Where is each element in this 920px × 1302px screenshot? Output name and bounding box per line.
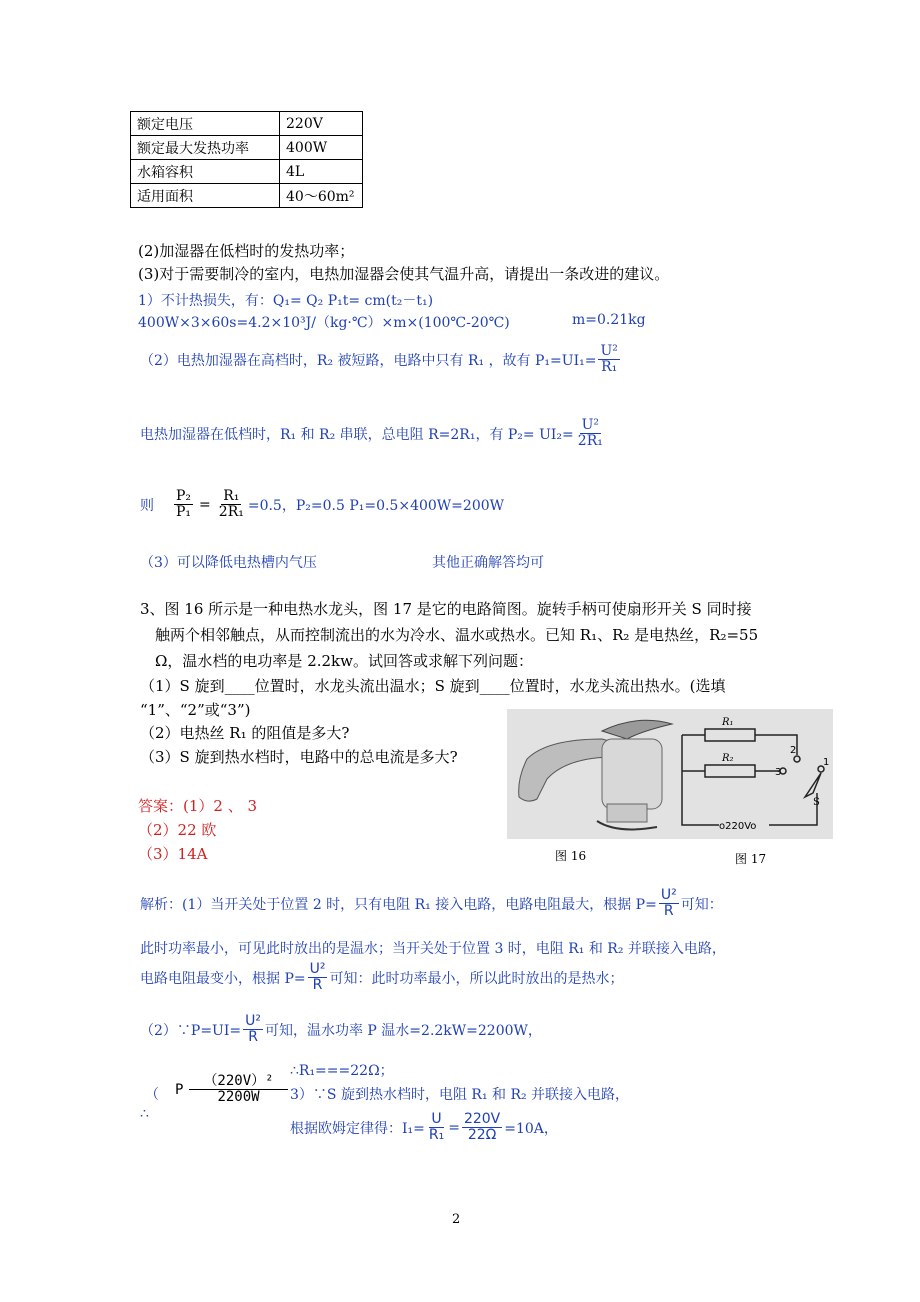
fraction	[659, 888, 679, 920]
table-cell: 适用面积	[131, 184, 280, 208]
answer-2-low	[140, 418, 607, 450]
analysis-3-line-2-b: =10A，	[504, 1120, 558, 1137]
fraction-numerator: （220V）²	[189, 1074, 287, 1090]
analysis-2-b: 可知，温水功率 P 温水=2.2kW=2200W，	[264, 1022, 542, 1039]
fraction-numerator: P₂	[176, 488, 192, 504]
fraction-denominator: R	[663, 903, 674, 920]
faucet-image	[507, 709, 833, 839]
fraction-numerator: 220V	[463, 1111, 501, 1127]
fraction	[308, 962, 328, 994]
answer-line-2: （2）22 欧	[138, 821, 217, 839]
circuit-r1-label: R₁	[722, 717, 734, 728]
fraction-denominator: R₁	[428, 1127, 445, 1144]
analysis-line-2: 此时功率最小，可见此时放出的是温水；当开关处于位置 3 时，电阻 R₁ 和 R₂ 并联接入电路，	[140, 941, 726, 957]
circuit-switch-label: S	[813, 797, 820, 808]
analysis-line-1	[140, 888, 723, 920]
analysis-line-3	[140, 962, 623, 994]
problem-3-q1-line-1: （1）S 旋到____位置时，水龙头流出温水；S 旋到____位置时，水龙头流出热水。(选填	[140, 677, 726, 695]
fraction	[462, 1112, 502, 1144]
fraction-denominator: 2R₁	[577, 433, 603, 450]
analysis-line-1-b: 可知：	[680, 896, 723, 913]
analysis-3-line-2-a: 根据欧姆定律得：I₁=	[290, 1120, 425, 1137]
fraction-numerator: R₁	[223, 488, 240, 504]
answer-1-result: m=0.21kg	[572, 312, 646, 328]
spec-table	[130, 111, 363, 208]
answer-2-low-text: 电热加湿器在低档时，R₁ 和 R₂ 串联，总电阻 R=2R₁，有 P₂= UI₂=	[140, 426, 574, 443]
fraction	[576, 418, 605, 450]
fraction-numerator: U²	[660, 887, 677, 903]
table-row	[131, 136, 363, 160]
analysis-line-1-a: 解析：(1）当开关处于位置 2 时，只有电阻 R₁ 接入电路，电路电阻最大，根据 P=	[140, 896, 657, 913]
answer-2-high-text: （2）电热加湿器在高档时，R₂ 被短路，电路中只有 R₁ ，故有 P₁=UI₁=	[140, 352, 597, 369]
fraction-numerator: U²	[581, 417, 600, 433]
figure-16-caption: 图 16	[555, 849, 587, 863]
table-cell: 40～60m²	[280, 184, 363, 208]
problem-3-line-3: Ω，温水档的电功率是 2.2kw。试回答或求解下列问题：	[155, 652, 533, 670]
table-cell: 额定最大发热功率	[131, 136, 280, 160]
fraction-denominator: R	[248, 1029, 258, 1046]
ratio-prefix: 则	[140, 497, 154, 514]
question-3: (3)对于需要制冷的室内，电热加湿器会使其气温升高，请提出一条改进的建议。	[138, 265, 670, 283]
circuit-voltage-label: o220Vo	[719, 821, 757, 832]
table-cell: 水箱容积	[131, 160, 280, 184]
answer-line-1: 答案：(1）2 、 3	[138, 797, 258, 815]
answer-3: （3）可以降低电热槽内气压	[140, 555, 317, 571]
table-row	[131, 184, 363, 208]
fraction	[598, 344, 619, 376]
fraction-numerator: U²	[600, 343, 618, 359]
answer-2-ratio: 则 $\frac{\text{P₂}}{\text{P₁}}$ = $\frac{\text{R₁}}{\text{2R₁}}$ =0.5，P₂=0.5 P₁=0.5×400W=200W	[140, 488, 505, 521]
faucet-figure	[507, 709, 833, 839]
fraction-denominator: 22Ω	[467, 1127, 497, 1144]
problem-3-line-1: 3、图 16 所示是一种电热水龙头，图 17 是它的电路简图。旋转手柄可使扇形开关 S 同时接	[140, 600, 752, 618]
r1-calculation	[175, 1074, 290, 1106]
fraction-numerator: U²	[245, 1013, 261, 1029]
fraction	[243, 1014, 263, 1046]
left-paren: （	[145, 1087, 159, 1103]
fraction-denominator: 2R₁	[218, 504, 244, 521]
circuit-node-1: 1	[823, 757, 830, 768]
analysis-2-result: ∴R₁===22Ω；	[290, 1063, 394, 1079]
question-2: (2)加湿器在低档时的发热功率；	[138, 242, 355, 260]
fraction-denominator: R₁	[601, 359, 618, 376]
calc-prefix: P	[175, 1081, 184, 1098]
answer-1-line-2: 400W×3×60s=4.2×10³J/（kg·℃）×m×(100℃-20℃)	[138, 315, 510, 331]
fraction-denominator: 2200W	[217, 1089, 260, 1106]
circuit-node-3: 3	[775, 767, 782, 778]
analysis-2-a: （2）∵P=UI=	[140, 1022, 242, 1039]
analysis-3-line-1: 3）∵S 旋到热水档时，电阻 R₁ 和 R₂ 并联接入电路，	[290, 1087, 630, 1103]
therefore-symbol: ∴	[140, 1106, 149, 1122]
answer-line-3: （3）14A	[138, 845, 208, 863]
problem-3-q3: （3）S 旋到热水档时，电路中的总电流是多大?	[140, 748, 458, 766]
answer-1-line-1: 1）不计热损失，有：Q₁= Q₂ P₁t= cm(t₂－t₁)	[138, 293, 434, 309]
analysis-2	[140, 1014, 542, 1046]
problem-3-q2: （2）电热丝 R₁ 的阻值是多大?	[140, 724, 350, 742]
answer-2-high	[140, 344, 622, 376]
page-number: 2	[452, 1212, 461, 1227]
answer-3-other: 其他正确解答均可	[432, 555, 544, 571]
analysis-line-3-b: 可知：此时功率最小，所以此时放出的是热水；	[329, 970, 624, 987]
table-cell: 额定电压	[131, 112, 280, 136]
fraction	[217, 489, 246, 521]
fraction-denominator: P₁	[176, 504, 192, 521]
fraction-numerator: U²	[309, 961, 326, 977]
fraction	[427, 1112, 446, 1144]
circuit-r2-label: R₂	[722, 753, 734, 764]
circuit-node-2: 2	[790, 745, 797, 756]
fraction-denominator: R	[312, 977, 323, 994]
fraction	[174, 489, 193, 521]
ratio-result: =0.5，P₂=0.5 P₁=0.5×400W=200W	[247, 497, 505, 514]
table-row	[131, 160, 363, 184]
analysis-line-3-a: 电路电阻最变小，根据 P=	[140, 970, 306, 987]
table-cell: 220V	[280, 112, 363, 136]
problem-3-line-2: 触两个相邻触点，从而控制流出的水为冷水、温水或热水。已知 R₁、R₂ 是电热丝，R₂=55	[155, 626, 759, 644]
table-cell: 4L	[280, 160, 363, 184]
problem-3-q1-line-2: “1”、“2”或“3”)	[140, 701, 251, 719]
figure-17-caption: 图 17	[735, 852, 767, 866]
fraction-numerator: U	[431, 1111, 442, 1127]
fraction	[189, 1074, 287, 1106]
analysis-3-line-2: 根据欧姆定律得：I₁= $\frac{U}{\text{R₁}}$ = $\frac{220V}{22\Omega}$ =10A，	[290, 1111, 558, 1144]
table-row	[131, 112, 363, 136]
table-cell: 400W	[280, 136, 363, 160]
